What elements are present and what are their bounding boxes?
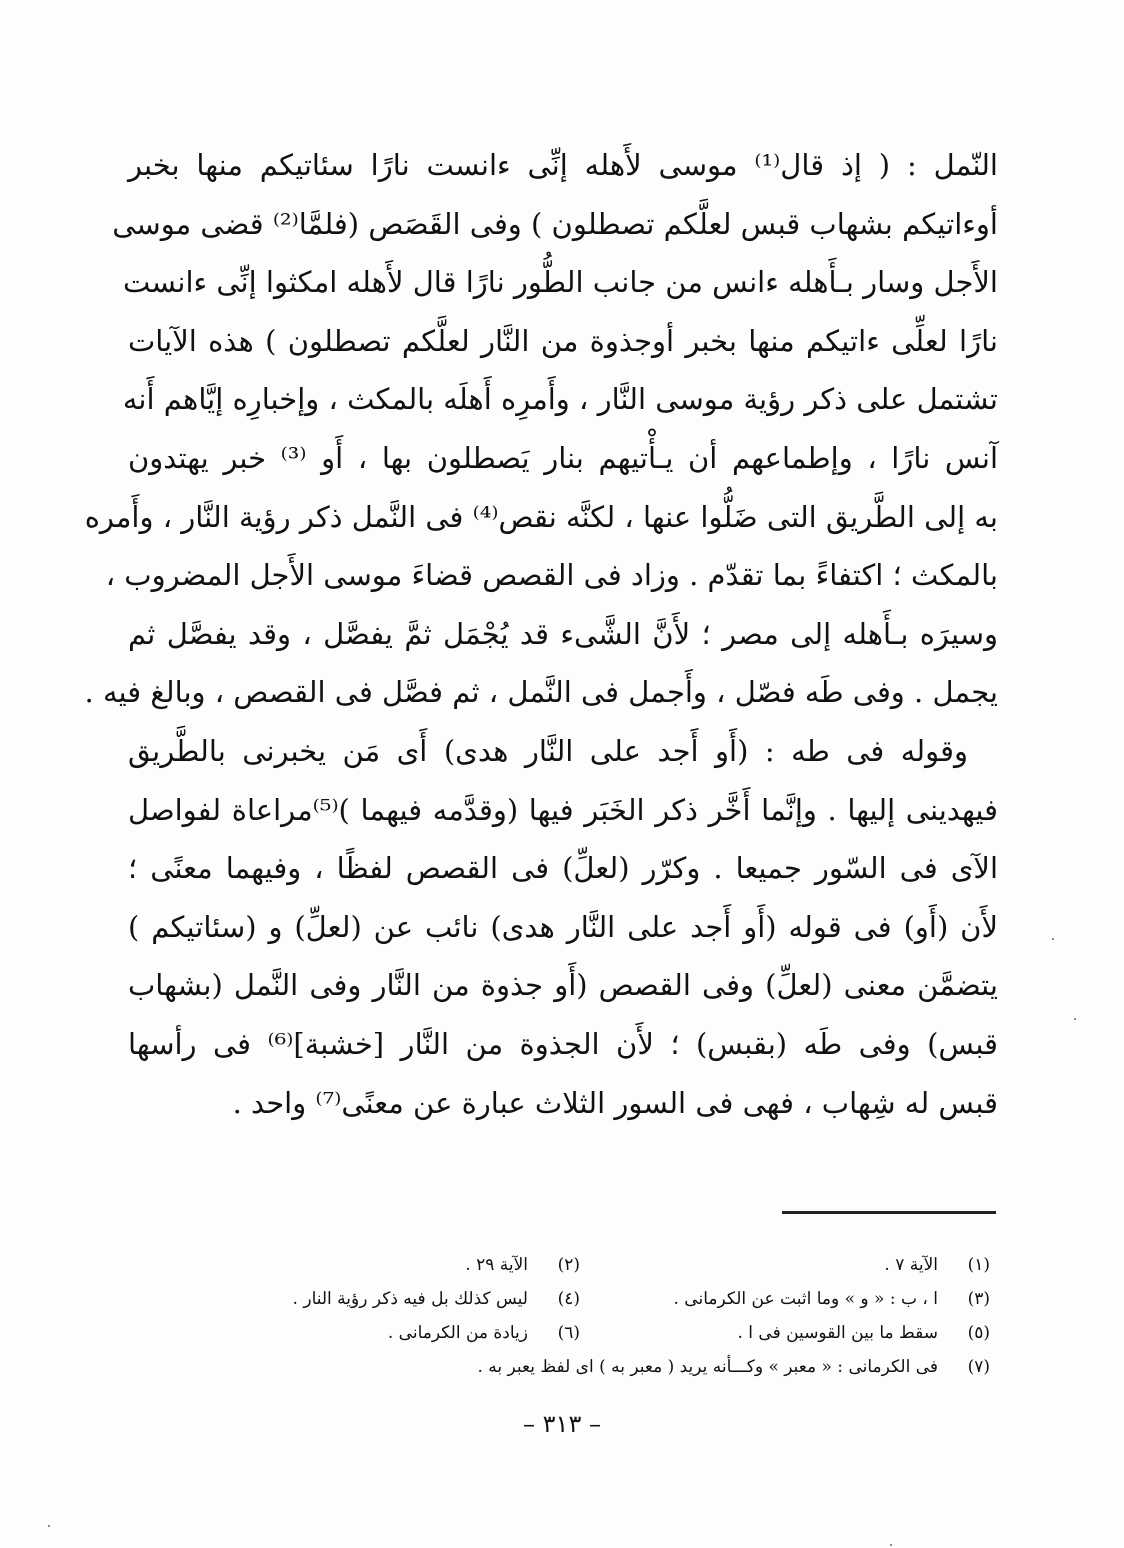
- text-line: بالمكث ؛ اكتفاءً بما تقدّم . وزاد فى القصص قضاءَ موسى الأَجل المضروب ،: [105, 558, 998, 593]
- footnote-text: ليس كذلك بل فيه ذكر رؤية النار .: [292, 1289, 528, 1309]
- scan-speck: [1052, 938, 1054, 940]
- footnote-text: فى الكرمانى : « معبر » وكـــأنه يريد ( معبر به ) اى لفظ يعبر به .: [477, 1357, 938, 1377]
- page-number: – ٣١٣ –: [523, 1410, 601, 1438]
- text-line: الآى فى السّور جميعا . وكرّر (لعلِّ) فى القصص لفظًا ، وفيهما معنًى ؛: [128, 851, 998, 886]
- scan-speck: [1074, 1018, 1076, 1020]
- scan-speck: [890, 1544, 892, 1546]
- footnote-number: (٧): [967, 1357, 990, 1377]
- footnote-row: [130, 1282, 990, 1316]
- scan-speck: [48, 1525, 50, 1527]
- footnote-number: (٢): [557, 1255, 580, 1275]
- footnote: [130, 1282, 580, 1316]
- text-line: أوءاتيكم بشهاب قبس لعلَّكم تصطلون ) وفى القَصَص (فلمَّا⁽²⁾ قضى موسى: [112, 206, 998, 241]
- footnote-separator: [782, 1211, 996, 1214]
- text-line: لأَن (أَو) فى قوله (أَو أَجد على النَّار هدى) نائب عن (لعلِّ) و (سئاتيكم ): [128, 909, 998, 944]
- text-line: تشتمل على ذكر رؤية موسى النَّار ، وأَمرِه أَهلَه بالمكث ، وإخبارِه إيَّاهم أَنه: [122, 382, 998, 417]
- footnote-row: [130, 1316, 990, 1350]
- text-line: وسيرَه بـأَهله إلى مصر ؛ لأَنَّ الشَّىء قد يُجْمَل ثمَّ يفصَّل ، وقد يفصَّل ثم: [128, 616, 998, 651]
- footnote-number: (٤): [557, 1289, 580, 1309]
- footnote: [130, 1350, 990, 1384]
- footnote-text: زيادة من الكرمانى .: [387, 1323, 528, 1343]
- footnote-row: [130, 1248, 990, 1282]
- footnote: [130, 1316, 580, 1350]
- footnote: [580, 1248, 990, 1282]
- text-line: الأَجل وسار بـأَهله ءانس من جانب الطُّور نارًا قال لأَهله امكثوا إنِّى ءانست: [123, 265, 998, 300]
- text-line: نارًا لعلِّى ءاتيكم منها بخبر أوجذوة من النَّار لعلَّكم تصطلون ) هذه الآيات: [128, 323, 998, 358]
- text-line: يتضمَّن معنى (لعلِّ) وفى القصص (أَو جذوة من النَّار وفى النَّمل (بشهاب: [128, 968, 998, 1003]
- footnote-number: (٦): [557, 1323, 580, 1343]
- text-line: قبس) وفى طَه (بقبس) ؛ لأَن الجذوة من النَّار [خشبة]⁽⁶⁾ فى رأسها: [128, 1026, 998, 1061]
- footnote: [130, 1248, 580, 1282]
- text-line: وقوله فى طه : (أَو أَجد على النَّار هدى) أَى مَن يخبرنى بالطَّريق: [128, 733, 968, 768]
- footnote-number: (٣): [967, 1289, 990, 1309]
- text-line: يجمل . وفى طَه فصّل ، وأَجمل فى النَّمل ، ثم فصَّل فى القصص ، وبالغ فيه .: [84, 675, 998, 710]
- footnotes: [130, 1248, 990, 1384]
- text-line: النّمل : ( إذ قال⁽¹⁾ موسى لأَهله إنِّى ءانست نارًا سئاتيكم منها بخبر: [128, 148, 998, 182]
- text-line: فيهدينى إليها . وإنَّما أَخَّر ذكر الخَبَر فيها (وقدَّمه فيهما )⁽⁵⁾مراعاة لفواصل: [128, 792, 998, 827]
- footnote: [580, 1282, 990, 1316]
- footnote-row: [130, 1350, 990, 1384]
- footnote-text: الآية ٧ .: [884, 1255, 938, 1275]
- footnote-number: (٥): [967, 1323, 990, 1343]
- footnote: [580, 1316, 990, 1350]
- footnote-text: ا ، ب : « و » وما اثبت عن الكرمانى .: [673, 1289, 938, 1309]
- footnote-text: سقط ما بين القوسين فى ا .: [737, 1323, 938, 1343]
- main-text-block: [84, 136, 998, 1132]
- text-line: قبس له شِهاب ، فهى فى السور الثلاث عبارة عن معنًى⁽⁷⁾ واحد .: [232, 1085, 998, 1120]
- text-line: آنس نارًا ، وإطماعهم أن يـأْتيهم بنار يَصطلون بها ، أَو ⁽³⁾ خبر يهتدون: [128, 440, 998, 475]
- footnote-number: (١): [967, 1255, 990, 1275]
- text-line: به إلى الطَّريق التى ضَلُّوا عنها ، لكنَّه نقص⁽⁴⁾ فى النَّمل ذكر رؤية النَّار ، وأَمره: [84, 499, 998, 534]
- footnote-text: الآية ٢٩ .: [465, 1255, 528, 1275]
